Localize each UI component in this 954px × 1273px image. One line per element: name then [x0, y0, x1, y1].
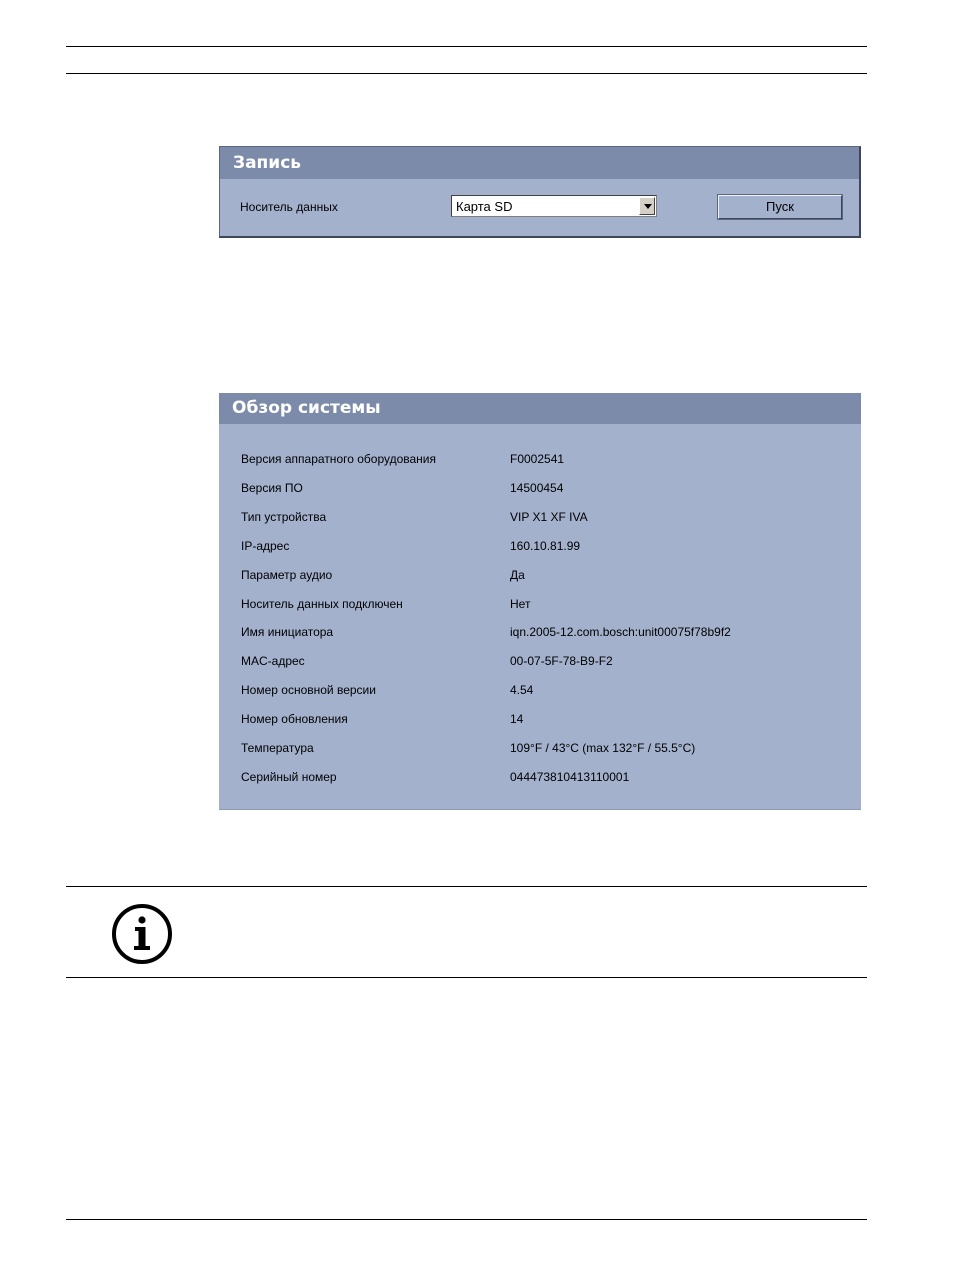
overview-row-label: IP-адрес: [241, 538, 290, 553]
storage-medium-value: Карта SD: [456, 199, 513, 214]
overview-row: [219, 452, 861, 470]
overview-row-label: Носитель данных подключен: [241, 596, 403, 611]
overview-row-value: 14: [510, 712, 524, 727]
system-overview-panel: [219, 393, 861, 810]
overview-row-value: 00-07-5F-78-B9-F2: [510, 654, 613, 669]
overview-row: [219, 568, 861, 586]
info-icon: [110, 902, 174, 966]
overview-row: [219, 654, 861, 672]
recording-panel: [219, 146, 861, 238]
recording-panel-title: Запись: [220, 147, 859, 179]
overview-row: [219, 481, 861, 499]
overview-row-value: 14500454: [510, 480, 564, 495]
overview-row: [219, 539, 861, 557]
overview-row-label: Имя инициатора: [241, 625, 334, 640]
overview-row-value: F0002541: [510, 452, 565, 466]
overview-row: [219, 597, 861, 615]
storage-medium-select[interactable]: [451, 195, 657, 217]
overview-row-value: 044473810413110001: [510, 769, 630, 784]
dropdown-arrow-icon[interactable]: [639, 197, 655, 215]
note-top-rule: [66, 886, 867, 887]
footer-rule: [66, 1219, 867, 1220]
overview-row-label: MAC-адрес: [241, 654, 305, 669]
overview-row-label: Серийный номер: [241, 769, 337, 784]
overview-row: [219, 770, 861, 788]
overview-row-label: Параметр аудио: [241, 567, 333, 582]
overview-row: [219, 625, 861, 643]
overview-row-label: Версия ПО: [241, 480, 303, 495]
overview-row: [219, 741, 861, 759]
top-rule: [66, 46, 867, 47]
overview-row-label: Температура: [241, 741, 314, 755]
overview-row-value: Нет: [510, 596, 531, 611]
overview-row-label: Номер обновления: [241, 712, 348, 727]
overview-row: [219, 510, 861, 528]
note-bottom-rule: [66, 977, 867, 978]
overview-row: [219, 683, 861, 701]
overview-row-value: iqn.2005-12.com.bosch:unit00075f78b9f2: [510, 625, 731, 640]
storage-medium-label: Носитель данных: [240, 200, 338, 214]
header-rule: [66, 73, 867, 74]
overview-row-value: 160.10.81.99: [510, 538, 581, 553]
overview-row-value: 4.54: [510, 683, 534, 698]
overview-row-value: VIP X1 XF IVA: [510, 509, 588, 524]
system-overview-title: Обзор системы: [219, 393, 861, 424]
overview-row-value: Да: [510, 567, 525, 582]
overview-row-label: Номер основной версии: [241, 683, 376, 698]
start-button[interactable]: Пуск: [718, 195, 842, 219]
overview-row-label: Тип устройства: [241, 509, 327, 524]
overview-row-label: Версия аппаратного оборудования: [241, 452, 437, 466]
overview-row-value: 109°F / 43°C (max 132°F / 55.5°C): [510, 741, 696, 755]
overview-row: [219, 712, 861, 730]
